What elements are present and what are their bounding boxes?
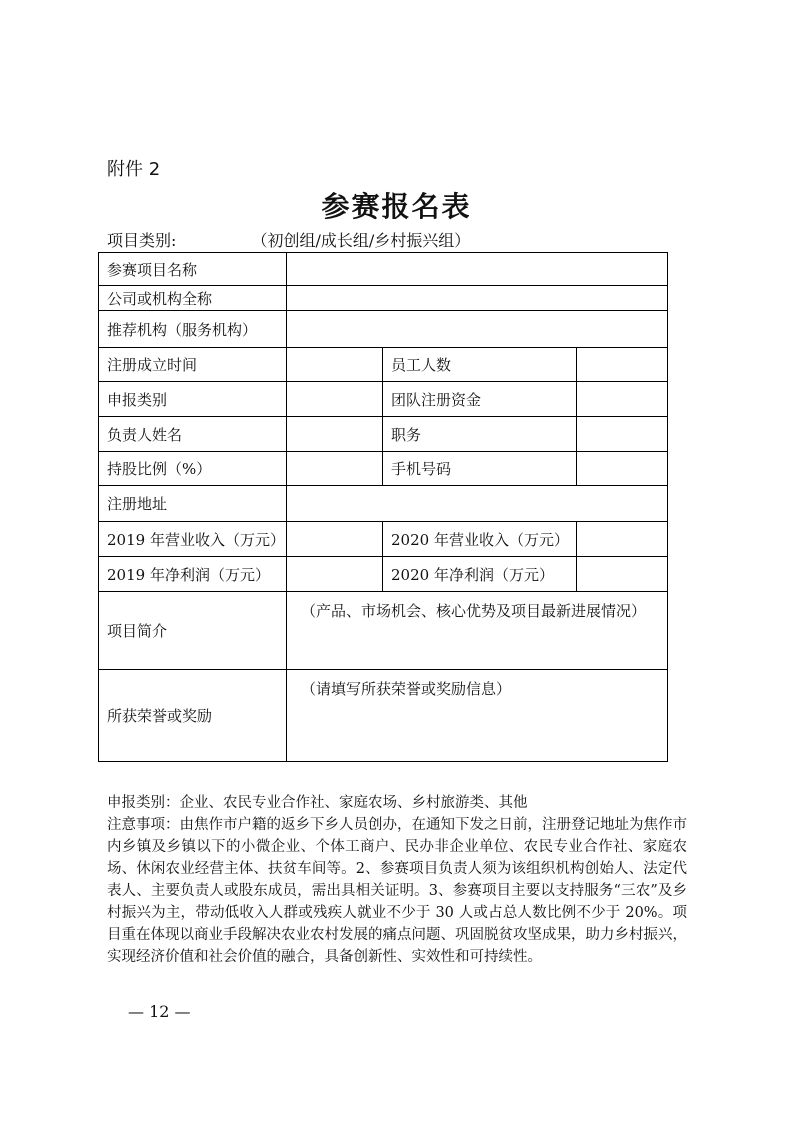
- field-project-name[interactable]: [287, 253, 668, 286]
- label-position: 职务: [383, 417, 577, 452]
- label-phone: 手机号码: [383, 452, 577, 486]
- label-profit-2020: 2020 年净利润（万元）: [383, 557, 577, 592]
- label-recommender: 推荐机构（服务机构）: [99, 311, 287, 348]
- field-profit-2019[interactable]: [287, 557, 383, 592]
- label-reg-address: 注册地址: [99, 486, 287, 522]
- field-project-intro[interactable]: （产品、市场机会、核心优势及项目最新进展情况）: [287, 592, 668, 670]
- label-team-capital: 团队注册资金: [383, 382, 577, 417]
- label-reg-time: 注册成立时间: [99, 348, 287, 382]
- label-share-ratio: 持股比例（%）: [99, 452, 287, 486]
- attachment-label: 附件 2: [107, 159, 161, 180]
- label-profit-2019: 2019 年净利润（万元）: [99, 557, 287, 592]
- field-rev-2020[interactable]: [577, 522, 668, 557]
- label-awards: 所获荣誉或奖励: [99, 670, 287, 762]
- field-employees[interactable]: [577, 348, 668, 382]
- label-rev-2019: 2019 年营业收入（万元）: [99, 522, 287, 557]
- field-share-ratio[interactable]: [287, 452, 383, 486]
- field-awards[interactable]: （请填写所获荣誉或奖励信息）: [287, 670, 668, 762]
- field-phone[interactable]: [577, 452, 668, 486]
- category-row: [107, 228, 470, 251]
- form-title: 参赛报名表: [321, 190, 472, 223]
- field-position[interactable]: [577, 417, 668, 452]
- field-leader-name[interactable]: [287, 417, 383, 452]
- notes-section: [107, 792, 687, 968]
- label-project-intro: 项目简介: [99, 592, 287, 670]
- label-declare-type: 申报类别: [99, 382, 287, 417]
- notes-attention: 注意事项：由焦作市户籍的返乡下乡人员创办，在通知下发之日前，注册登记地址为焦作市内乡镇及乡镇以下的小微企业、个体工商户、民办非企业单位、农民专业合作社、家庭农场、休闲农业经营主体、扶贫车间等。2、参赛项目负责人须为该组织机构创始人、法定代表人、主要负责人或股东成员，需出具相关证明。3、参赛项目主要以支持服务“三农”及乡村振兴为主，带动低收入人群或残疾人就业不少于 30 人或占总人数比例不少于 20%。项目重在体现以商业手段解决农业农村发展的痛点问题、巩固脱贫攻坚成果，助力乡村振兴，实现经济价值和社会价值的融合，具备创新性、实效性和可持续性。: [107, 817, 687, 965]
- category-label: 项目类别:: [107, 231, 177, 250]
- page-number: — 12 —: [128, 1002, 191, 1021]
- label-project-name: 参赛项目名称: [99, 253, 287, 286]
- field-profit-2020[interactable]: [577, 557, 668, 592]
- field-rev-2019[interactable]: [287, 522, 383, 557]
- registration-table: [98, 252, 668, 762]
- field-team-capital[interactable]: [577, 382, 668, 417]
- field-reg-address[interactable]: [287, 486, 668, 522]
- category-options: （初创组/成长组/乡村振兴组）: [251, 231, 471, 250]
- label-leader-name: 负责人姓名: [99, 417, 287, 452]
- field-recommender[interactable]: [287, 311, 668, 348]
- field-reg-time[interactable]: [287, 348, 383, 382]
- label-company-name: 公司或机构全称: [99, 286, 287, 311]
- label-rev-2020: 2020 年营业收入（万元）: [383, 522, 577, 557]
- field-declare-type[interactable]: [287, 382, 383, 417]
- notes-declare-types: 申报类别：企业、农民专业合作社、家庭农场、乡村旅游类、其他: [107, 795, 528, 811]
- label-employees: 员工人数: [383, 348, 577, 382]
- field-company-name[interactable]: [287, 286, 668, 311]
